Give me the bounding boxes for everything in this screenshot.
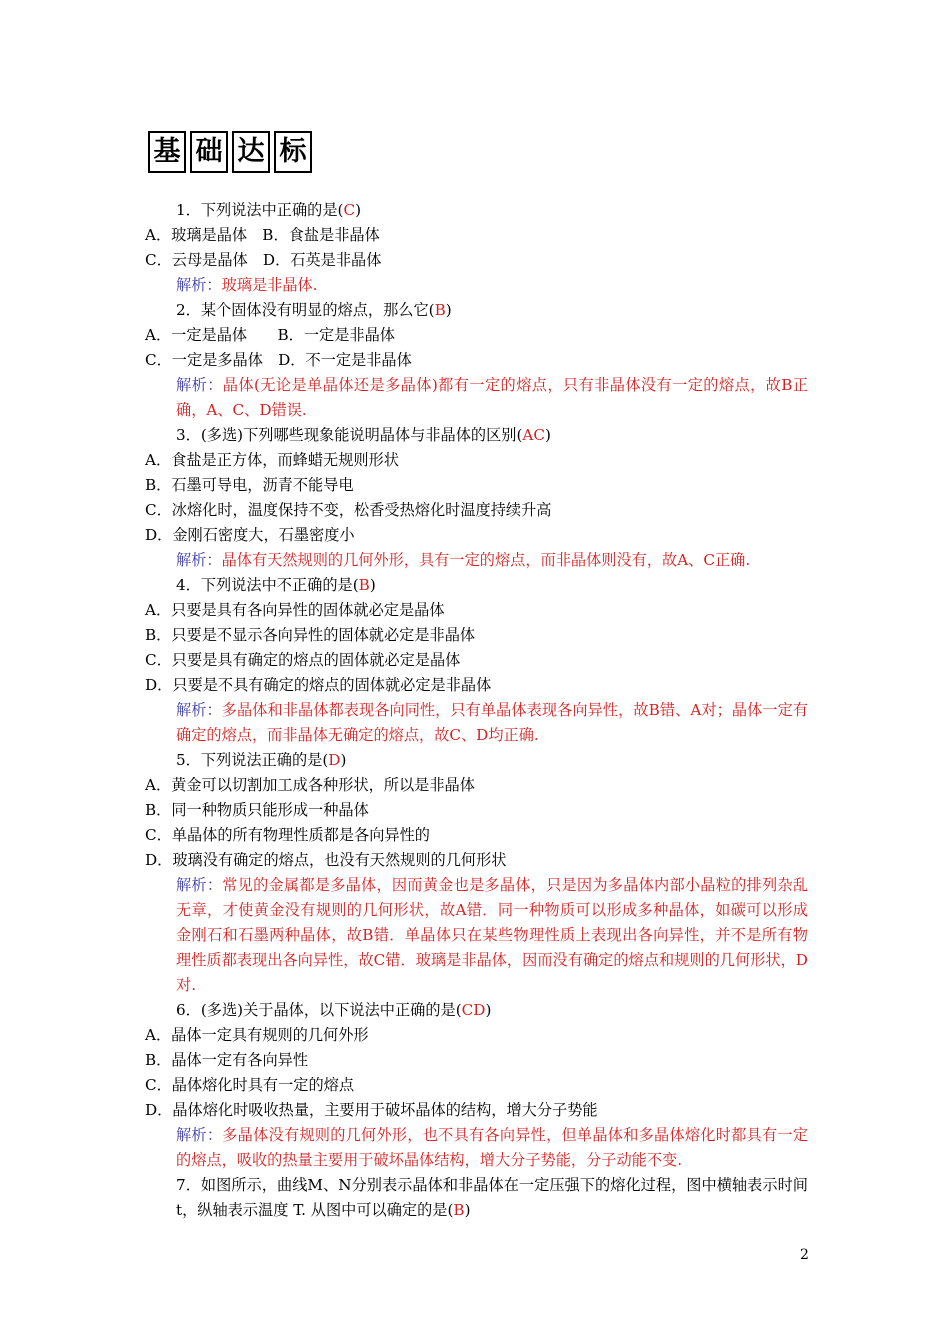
answer: B [434, 301, 446, 319]
question-stem: 2．某个固体没有明显的熔点，那么它(B) [176, 301, 452, 319]
analysis-label: 解析： [176, 376, 223, 394]
analysis-label: 解析： [176, 876, 223, 894]
analysis-label: 解析： [176, 551, 222, 569]
answer: B [453, 1201, 465, 1219]
question-list [145, 198, 808, 1223]
question-stem: 4．下列说法中不正确的是(B) [176, 576, 376, 594]
page-number: 2 [800, 1247, 809, 1263]
title-char: 础 [190, 131, 228, 173]
option-line: A．食盐是正方体，而蜂蜡无规则形状 [145, 451, 399, 469]
option-line: C．云母是晶体 D．石英是非晶体 [145, 251, 382, 269]
section-title [148, 131, 316, 173]
option-line: D．晶体熔化时吸收热量，主要用于破坏晶体的结构，增大分子势能 [145, 1101, 598, 1119]
answer: C [343, 201, 356, 219]
explanation: 解析：玻璃是非晶体. [176, 276, 318, 294]
option-line: D．玻璃没有确定的熔点，也没有天然规则的几何形状 [145, 851, 507, 869]
option-line: D．金刚石密度大，石墨密度小 [145, 526, 355, 544]
question-stem: 6．(多选)关于晶体，以下说法中正确的是(CD) [176, 1001, 492, 1019]
title-char: 达 [232, 131, 270, 173]
option-line: C．晶体熔化时具有一定的熔点 [145, 1076, 355, 1094]
answer: CD [461, 1001, 486, 1019]
option-line: B．同一种物质只能形成一种晶体 [145, 801, 369, 819]
answer: B [358, 576, 370, 594]
answer: D [328, 751, 341, 769]
option-line: C．冰熔化时，温度保持不变，松香受热熔化时温度持续升高 [145, 501, 552, 519]
question-stem: 3．(多选)下列哪些现象能说明晶体与非晶体的区别(AC) [176, 426, 551, 444]
option-line: A．玻璃是晶体 B．食盐是非晶体 [145, 226, 380, 244]
option-line: B．石墨可导电，沥青不能导电 [145, 476, 354, 494]
option-line: A．一定是晶体 B．一定是非晶体 [145, 326, 395, 344]
answer: AC [522, 426, 545, 444]
option-line: C．单晶体的所有物理性质都是各向异性的 [145, 826, 430, 844]
title-char: 标 [274, 131, 312, 173]
analysis-label: 解析： [176, 1126, 223, 1144]
option-line: B．只要是不显示各向异性的固体就必定是非晶体 [145, 626, 476, 644]
option-line: B．晶体一定有各向异性 [145, 1051, 309, 1069]
option-line: A．黄金可以切割加工成各种形状，所以是非晶体 [145, 776, 475, 794]
option-line: C．只要是具有确定的熔点的固体就必定是晶体 [145, 651, 461, 669]
explanation: 解析：晶体有天然规则的几何外形，具有一定的熔点，而非晶体则没有，故A、C正确. [176, 551, 751, 569]
option-line: C．一定是多晶体 D．不一定是非晶体 [145, 351, 412, 369]
explanation: 解析：常见的金属都是多晶体，因而黄金也是多晶体，只是因为多晶体内部小晶粒的排列杂乱无章，才使黄金没有规则的几何形状，故A错．同一种物质可以形成多种晶体，如碳可以形成金刚石和石墨两种晶体，故B错．单晶体只在某些物理性质上表现出各向异性，并不是所有物理性质都表现出各向异性，故C错．玻璃是非晶体，因而没有确定的熔点和规则的几何形状，D对. [176, 876, 809, 994]
question-stem: 1．下列说法中正确的是(C) [176, 201, 362, 219]
explanation: 解析：多晶体和非晶体都表现各向同性，只有单晶体表现各向异性，故B错、A对；晶体一定有确定的熔点，而非晶体无确定的熔点，故C、D均正确. [176, 701, 809, 744]
option-line: A．只要是具有各向异性的固体就必定是晶体 [145, 601, 445, 619]
option-line: A．晶体一定具有规则的几何外形 [145, 1026, 369, 1044]
explanation: 解析：晶体(无论是单晶体还是多晶体)都有一定的熔点，只有非晶体没有一定的熔点，故B正确，A、C、D错误. [176, 376, 809, 419]
question-stem: 7．如图所示，曲线M、N分别表示晶体和非晶体在一定压强下的熔化过程，图中横轴表示时间 t，纵轴表示温度 T. 从图中可以确定的是(B) [176, 1176, 808, 1219]
option-line: D．只要是不具有确定的熔点的固体就必定是非晶体 [145, 676, 492, 694]
analysis-label: 解析： [176, 276, 222, 294]
question-stem: 5．下列说法正确的是(D) [176, 751, 347, 769]
title-char: 基 [148, 131, 186, 173]
explanation: 解析：多晶体没有规则的几何外形，也不具有各向异性，但单晶体和多晶体熔化时都具有一定的熔点，吸收的热量主要用于破坏晶体结构，增大分子势能，分子动能不变. [176, 1126, 809, 1169]
analysis-label: 解析： [176, 701, 222, 719]
